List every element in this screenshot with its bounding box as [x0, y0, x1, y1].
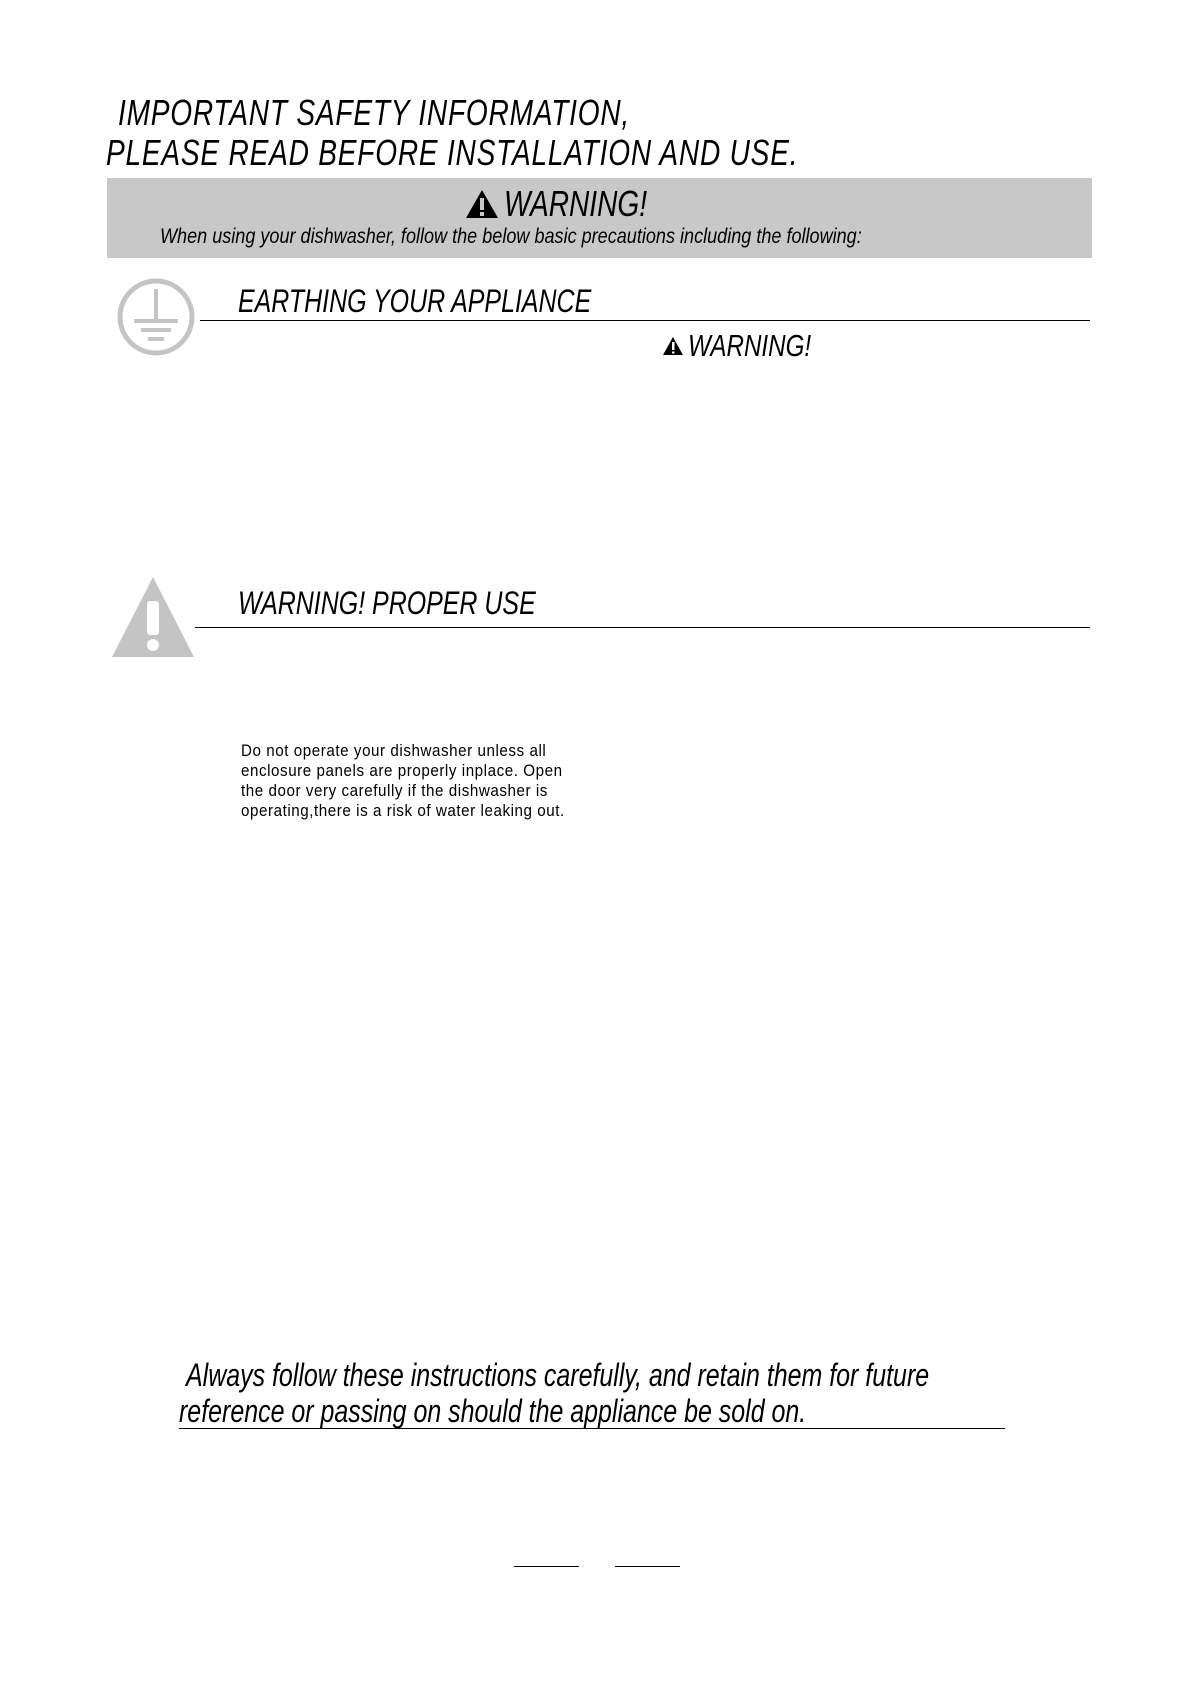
- earthing-warning-heading: [662, 328, 846, 364]
- page-number-line-left: [514, 1566, 579, 1567]
- page-title-line-2: PLEASE READ BEFORE INSTALLATION AND USE.: [106, 132, 799, 173]
- earthing-section-title: EARTHING YOUR APPLIANCE: [238, 283, 592, 319]
- page-title-line-1: IMPORTANT SAFETY INFORMATION,: [118, 92, 630, 133]
- footer-note-line-2: reference or passing on should the appliance be sold on.: [179, 1393, 807, 1429]
- warning-triangle-icon: [465, 189, 499, 219]
- banner-subtitle: When using your dishwasher, follow the below basic precautions including the following:: [160, 225, 862, 248]
- footer-divider: [179, 1428, 1005, 1429]
- earth-ground-icon: [116, 277, 196, 357]
- body-line: Do not operate your dishwasher unless all: [241, 742, 547, 760]
- banner-warning-label: WARNING!: [504, 183, 648, 224]
- body-line: operating,there is a risk of water leaking out.: [241, 802, 565, 820]
- proper-use-divider: [195, 627, 1090, 628]
- body-line: the door very carefully if the dishwasher is: [241, 782, 548, 800]
- proper-use-body: [241, 741, 627, 821]
- warning-triangle-icon: [662, 336, 684, 356]
- proper-use-section-title: WARNING! PROPER USE: [238, 585, 536, 621]
- earthing-warning-label: WARNING!: [688, 328, 812, 363]
- warning-triangle-icon: [110, 575, 196, 659]
- page-number-line-right: [615, 1566, 680, 1567]
- body-line: enclosure panels are properly inplace. Open: [241, 762, 563, 780]
- banner-warning-heading: [465, 184, 687, 224]
- earthing-divider: [200, 320, 1090, 321]
- footer-note-line-1: Always follow these instructions carefully, and retain them for future: [186, 1357, 930, 1393]
